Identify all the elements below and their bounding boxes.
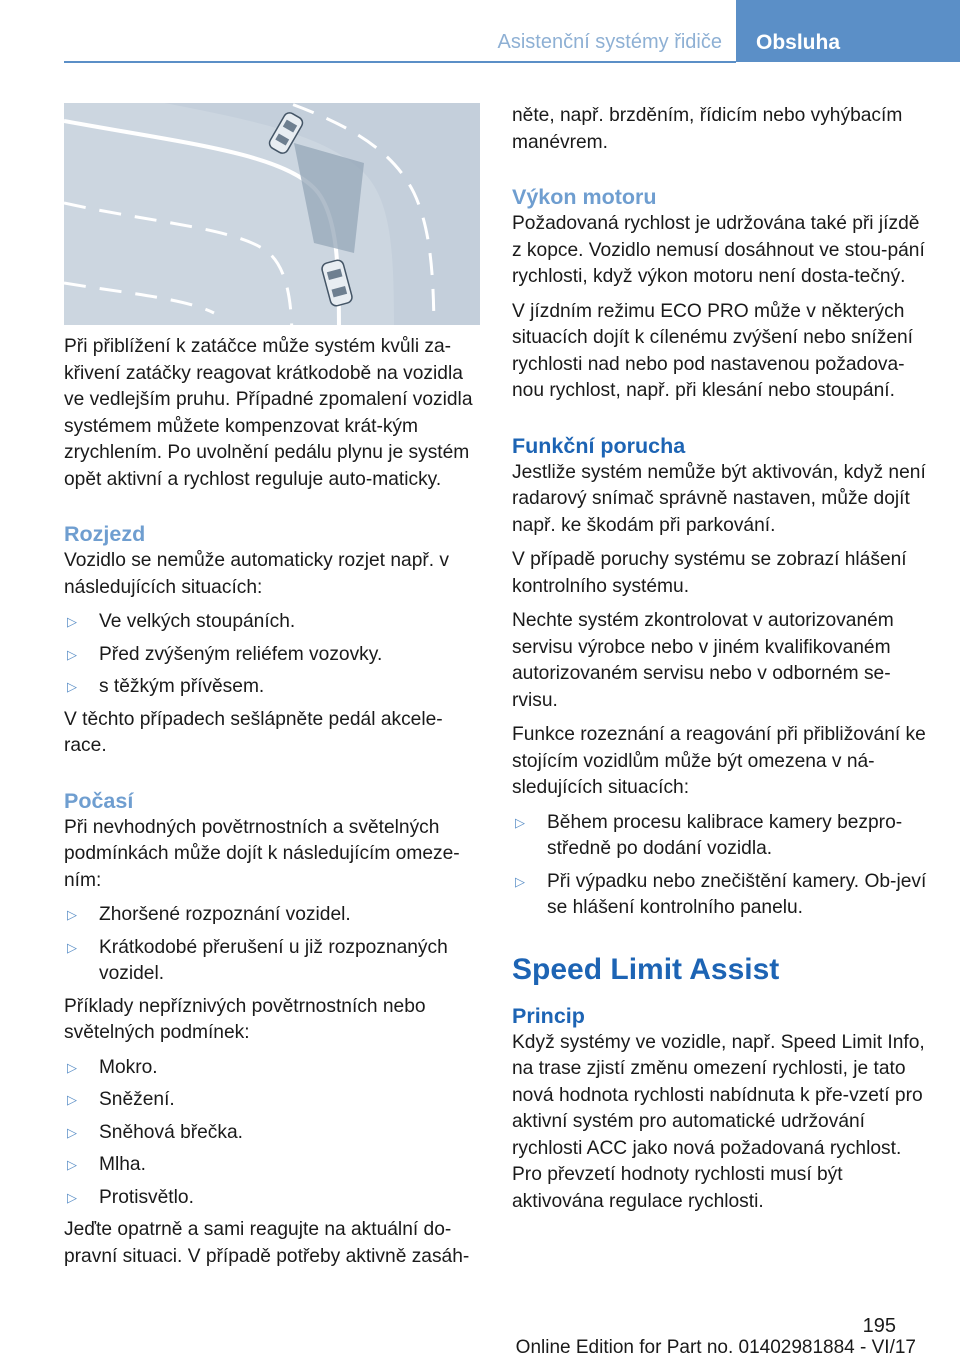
triangle-bullet-icon: ▷ xyxy=(67,1124,77,1140)
triangle-bullet-icon: ▷ xyxy=(67,1189,77,1205)
continuation-paragraph: něte, např. brzděním, řídicím nebo vyhýbacím manévrem. xyxy=(512,105,903,153)
heading-pocasi: Počasí xyxy=(64,788,134,813)
triangle-bullet-icon: ▷ xyxy=(67,1059,77,1075)
triangle-bullet-icon: ▷ xyxy=(67,939,77,955)
header-chapter-tab: Obsluha xyxy=(736,0,960,62)
list-item: ▷ Během procesu kalibrace kamery bezpro‐středně po dodání vozidla. xyxy=(515,811,903,859)
list-item: ▷ Ve velkých stoupáních. xyxy=(64,609,478,636)
pocasi-list xyxy=(64,902,478,988)
curve-traffic-illustration xyxy=(64,103,480,325)
list-item: ▷ Mlha. xyxy=(64,1152,478,1179)
pocasi-intro: Při nevhodných povětrnostních a světelných podmínkách může dojít k následujícím omeze‐ním: xyxy=(64,816,460,891)
right-column xyxy=(512,103,930,1223)
header-divider xyxy=(64,61,736,63)
left-column xyxy=(64,334,478,1278)
porucha-paragraph-3: Nechte systém zkontrolovat v autorizovaném servisu výrobce nebo v jiném kvalifikovaném autorizovaném servisu nebo v odborném se‐rvisu. xyxy=(512,610,894,711)
rozjezd-list xyxy=(64,609,478,701)
list-item: ▷ Krátkodobé přerušení u již rozpoznaných vozidel. xyxy=(67,936,448,984)
closing-paragraph: Jeďte opatrně a sami reagujte na aktuální do‐pravní situaci. V případě potřeby aktivně zasáh‐ xyxy=(64,1219,470,1267)
triangle-bullet-icon: ▷ xyxy=(515,814,525,830)
list-item: ▷ Při výpadku nebo znečištění kamery. Ob‐jeví se hlášení kontrolního panelu. xyxy=(515,870,927,918)
examples-list xyxy=(64,1055,478,1212)
triangle-bullet-icon: ▷ xyxy=(515,873,525,889)
rozjezd-intro: Vozidlo se nemůže automaticky rozjet např. v následujících situacích: xyxy=(64,550,450,598)
footer-edition: Online Edition for Part no. 01402981884 - VI/17 xyxy=(515,1337,916,1358)
list-item: ▷ Protisvětlo. xyxy=(64,1185,478,1212)
heading-vykon-motoru: Výkon motoru xyxy=(512,185,657,209)
list-item: ▷ Sněžení. xyxy=(64,1087,478,1114)
list-item: ▷ Sněhová břečka. xyxy=(64,1120,478,1147)
vykon-paragraph-2: V jízdním režimu ECO PRO může v některých situacích dojít k cílenému zvýšení nebo snížení rychlosti nad nebo pod nastavenou požadova‐nou rychlost, např. při klesání nebo stoupání. xyxy=(512,300,914,401)
examples-intro: Příklady nepříznivých povětrnostních nebo světelných podmínek: xyxy=(64,995,426,1043)
triangle-bullet-icon: ▷ xyxy=(67,907,77,922)
list-item: ▷ s těžkým přívěsem. xyxy=(64,674,478,701)
list-item: ▷ Zhoršené rozpoznání vozidel. xyxy=(64,902,478,929)
list-item: ▷ Mokro. xyxy=(64,1055,478,1082)
page-number: 195 xyxy=(862,1315,896,1337)
heading-rozjezd: Rozjezd xyxy=(64,522,146,546)
triangle-bullet-icon: ▷ xyxy=(67,614,77,629)
heading-speed-limit-assist: Speed Limit Assist xyxy=(512,952,780,986)
header-section-title: Asistenční systémy řidiče xyxy=(497,31,722,53)
heading-funkcni-porucha: Funkční porucha xyxy=(512,433,686,458)
triangle-bullet-icon: ▷ xyxy=(67,679,77,694)
porucha-paragraph-4: Funkce rozeznání a reagování při přibližování ke stojícím vozidlům může být omezena v ná‐sledujících situacích: xyxy=(512,724,926,798)
triangle-bullet-icon: ▷ xyxy=(67,1092,77,1107)
illustration-caption: Při přiblížení k zatáčce může systém kvůli za‐křivení zatáčky reagovat krátkodobě na vozidla ve vedlejším pruhu. Případné zpomalení vozidla systémem můžete kompenzovat krát‐kým zrychlením. Po uvolnění pedálu plynu je systém opět aktivní a rychlost reguluje auto‐maticky. xyxy=(64,336,473,490)
vykon-paragraph-1: Požadovaná rychlost je udržována také při jízdě z kopce. Vozidlo nemusí dosáhnout ve stou‐pání rychlosti, když výkon motoru není dosta‐tečný. xyxy=(512,213,925,287)
rozjezd-outro: V těchto případech sešlápněte pedál akcele‐race. xyxy=(64,708,443,756)
triangle-bullet-icon: ▷ xyxy=(67,1157,77,1172)
triangle-bullet-icon: ▷ xyxy=(67,646,77,662)
porucha-paragraph-2: V případě poruchy systému se zobrazí hlášení kontrolního systému. xyxy=(512,549,907,597)
heading-princip: Princip xyxy=(512,1003,585,1028)
list-item: ▷ Před zvýšeným reliéfem vozovky. xyxy=(64,642,478,669)
porucha-paragraph-1: Jestliže systém nemůže být aktivován, když není radarový snímač správně nastaven, může dojít např. ke škodám při parkování. xyxy=(512,461,926,536)
princip-paragraph: Když systémy ve vozidle, např. Speed Limit Info, na trase zjistí změnu omezení rychlosti, je tato nová hodnota rychlosti nabídnuta k pře‐vzetí pro aktivní systém pro automatické udržování rychlosti ACC jako nová požadovaná rychlost. Pro převzetí hodnoty rychlosti musí být aktivována regulace rychlosti. xyxy=(512,1031,925,1212)
porucha-list xyxy=(512,810,930,922)
